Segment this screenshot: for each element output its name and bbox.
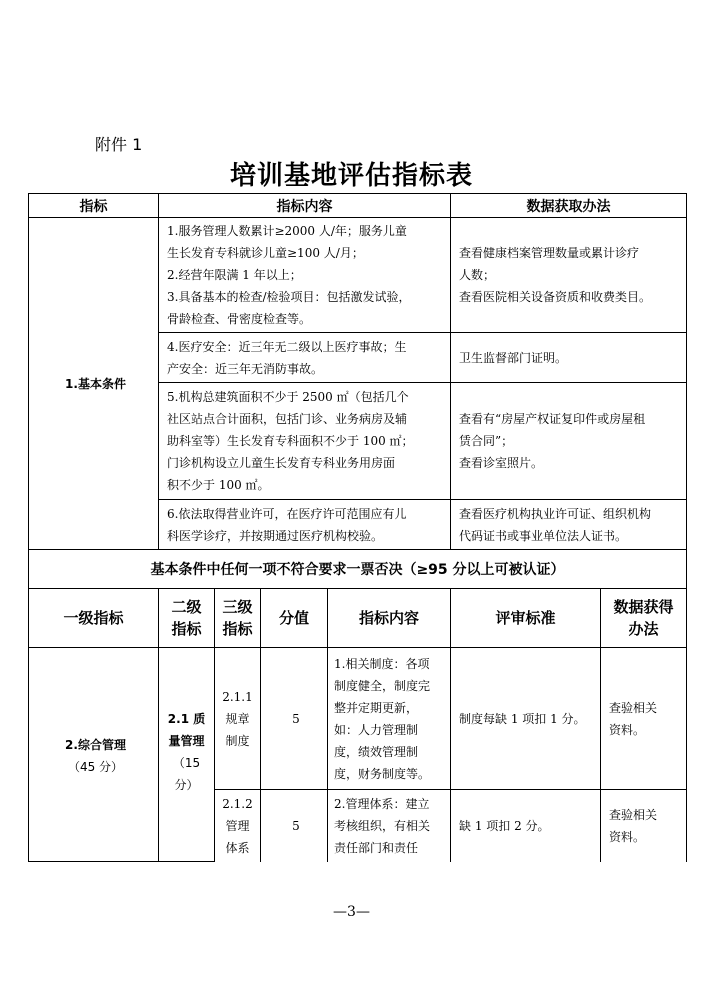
method-line: 查看医疗机构执业许可证、组织机构 (459, 506, 652, 521)
content-line: 考核组织，有相关 (334, 818, 431, 833)
table-header-row (29, 194, 687, 218)
method-line: 人数； (459, 268, 496, 282)
content-line: 度，财务制度等。 (334, 766, 431, 781)
header-line: 数据获得 (613, 598, 674, 616)
standard-cell: 制度每缺 1 项扣 1 分。 (451, 648, 601, 790)
verdict-row (29, 550, 687, 589)
method-line: 查看诊室照片。 (459, 456, 544, 470)
category-basic-conditions: 1.基本条件 (29, 218, 159, 550)
content-line: 责任部门和责任 (334, 840, 419, 855)
header-score: 分值 (261, 589, 328, 648)
level2-cell (159, 648, 215, 862)
content-line: 1.相关制度：各项 (334, 656, 430, 671)
content-line: 度，绩效管理制 (334, 744, 419, 759)
level3-line: 管理 (225, 818, 250, 833)
level2-line: 量管理 (168, 734, 205, 748)
method-line: 查验相关 (609, 700, 658, 715)
scoring-table (28, 588, 687, 862)
content-line: 2.管理体系：建立 (334, 796, 430, 811)
content-line: 门诊机构设立儿童生长发育专科业务用房面 (167, 456, 396, 470)
header-line: 二级 (171, 598, 202, 616)
header-standard: 评审标准 (451, 589, 601, 648)
standard-cell: 缺 1 项扣 2 分。 (451, 790, 601, 862)
table-row (29, 648, 687, 790)
content-line: 产安全：近三年无消防事故。 (167, 361, 324, 376)
level3-line: 制度 (225, 733, 250, 748)
level2-line: 分） (174, 778, 199, 792)
method-line: 代码证书或事业单位法人证书。 (459, 528, 628, 543)
level3-line: 2.1.1 (222, 689, 253, 704)
content-line: 制度健全，制度完 (334, 678, 431, 693)
method-cell (451, 383, 687, 500)
content-line: 3.具备基本的检查/检验项目：包括激发试验， (167, 290, 411, 304)
level3-line: 规章 (225, 711, 250, 726)
content-line: 1.服务管理人数累计≥2000 人/年；服务儿童 (167, 224, 407, 238)
basic-conditions-table (28, 193, 687, 589)
content-line: 4.医疗安全：近三年无二级以上医疗事故；生 (167, 339, 407, 354)
method-line: 查看有“房屋产权证复印件或房屋租 (459, 412, 646, 426)
header-level2 (159, 589, 215, 648)
content-line: 2.经营年限满 1 年以上； (167, 268, 302, 282)
level3-line: 体系 (225, 840, 250, 855)
content-line: 科医学诊疗，并按期通过医疗机构校验。 (167, 528, 384, 543)
method-cell (451, 218, 687, 333)
header-level3 (215, 589, 261, 648)
table-row (29, 218, 687, 333)
method-line: 赁合同”； (459, 434, 514, 448)
header-level1: 一级指标 (29, 589, 159, 648)
header-content: 指标内容 (328, 589, 451, 648)
score-cell: 5 (261, 648, 328, 790)
method-line: 查看健康档案管理数量或累计诊疗 (459, 246, 640, 260)
score-cell: 5 (261, 790, 328, 862)
content-cell (159, 218, 451, 333)
content-cell (328, 790, 451, 862)
content-line: 助科室等）生长发育专科面积不少于 100 ㎡； (167, 434, 414, 448)
veto-rule-text: 基本条件中任何一项不符合要求一票否决（≥95 分以上可被认证） (29, 550, 687, 589)
method-line: 资料。 (609, 722, 646, 737)
content-line: 5.机构总建筑面积不少于 2500 ㎡（包括几个 (167, 390, 409, 404)
content-line: 积不少于 100 ㎡。 (167, 478, 270, 492)
method-line: 卫生监督部门证明。 (459, 350, 568, 365)
content-cell (159, 500, 451, 550)
content-cell (328, 648, 451, 790)
method-cell (451, 500, 687, 550)
level3-cell (215, 648, 261, 790)
page-title: 培训基地评估指标表 (229, 161, 473, 191)
level2-line: 2.1 质 (167, 712, 206, 726)
header-method: 数据获取办法 (451, 194, 687, 218)
level3-line: 2.1.2 (222, 796, 253, 811)
table-header-row (29, 589, 687, 648)
header-line: 办法 (628, 620, 659, 638)
header-line: 指标 (222, 620, 253, 638)
header-method (601, 589, 687, 648)
content-line: 如：人力管理制 (334, 722, 419, 737)
content-line: 生长发育专科就诊儿童≥100 人/月； (167, 246, 364, 260)
method-cell (451, 333, 687, 383)
level1-score: （45 分） (67, 759, 124, 774)
method-cell (601, 790, 687, 862)
level1-cell (29, 648, 159, 862)
page-number: —3— (333, 904, 370, 920)
content-cell (159, 333, 451, 383)
header-line: 三级 (222, 598, 253, 616)
content-line: 骨龄检查、骨密度检查等。 (167, 312, 312, 326)
method-line: 查验相关 (609, 807, 658, 822)
header-content: 指标内容 (159, 194, 451, 218)
content-line: 社区站点合计面积，包括门诊、业务病房及辅 (167, 412, 408, 426)
attachment-label: 附件 1 (95, 135, 143, 154)
method-line: 资料。 (609, 829, 646, 844)
header-line: 指标 (171, 620, 202, 638)
method-cell (601, 648, 687, 790)
content-line: 6.依法取得营业许可，在医疗许可范围应有儿 (167, 506, 407, 521)
level1-name: 2.综合管理 (65, 737, 126, 752)
content-cell (159, 383, 451, 500)
level3-cell (215, 790, 261, 862)
content-line: 整并定期更新， (334, 700, 419, 715)
method-line: 查看医院相关设备资质和收费类目。 (459, 290, 652, 304)
header-indicator: 指标 (29, 194, 159, 218)
level2-line: （15 (172, 756, 201, 770)
